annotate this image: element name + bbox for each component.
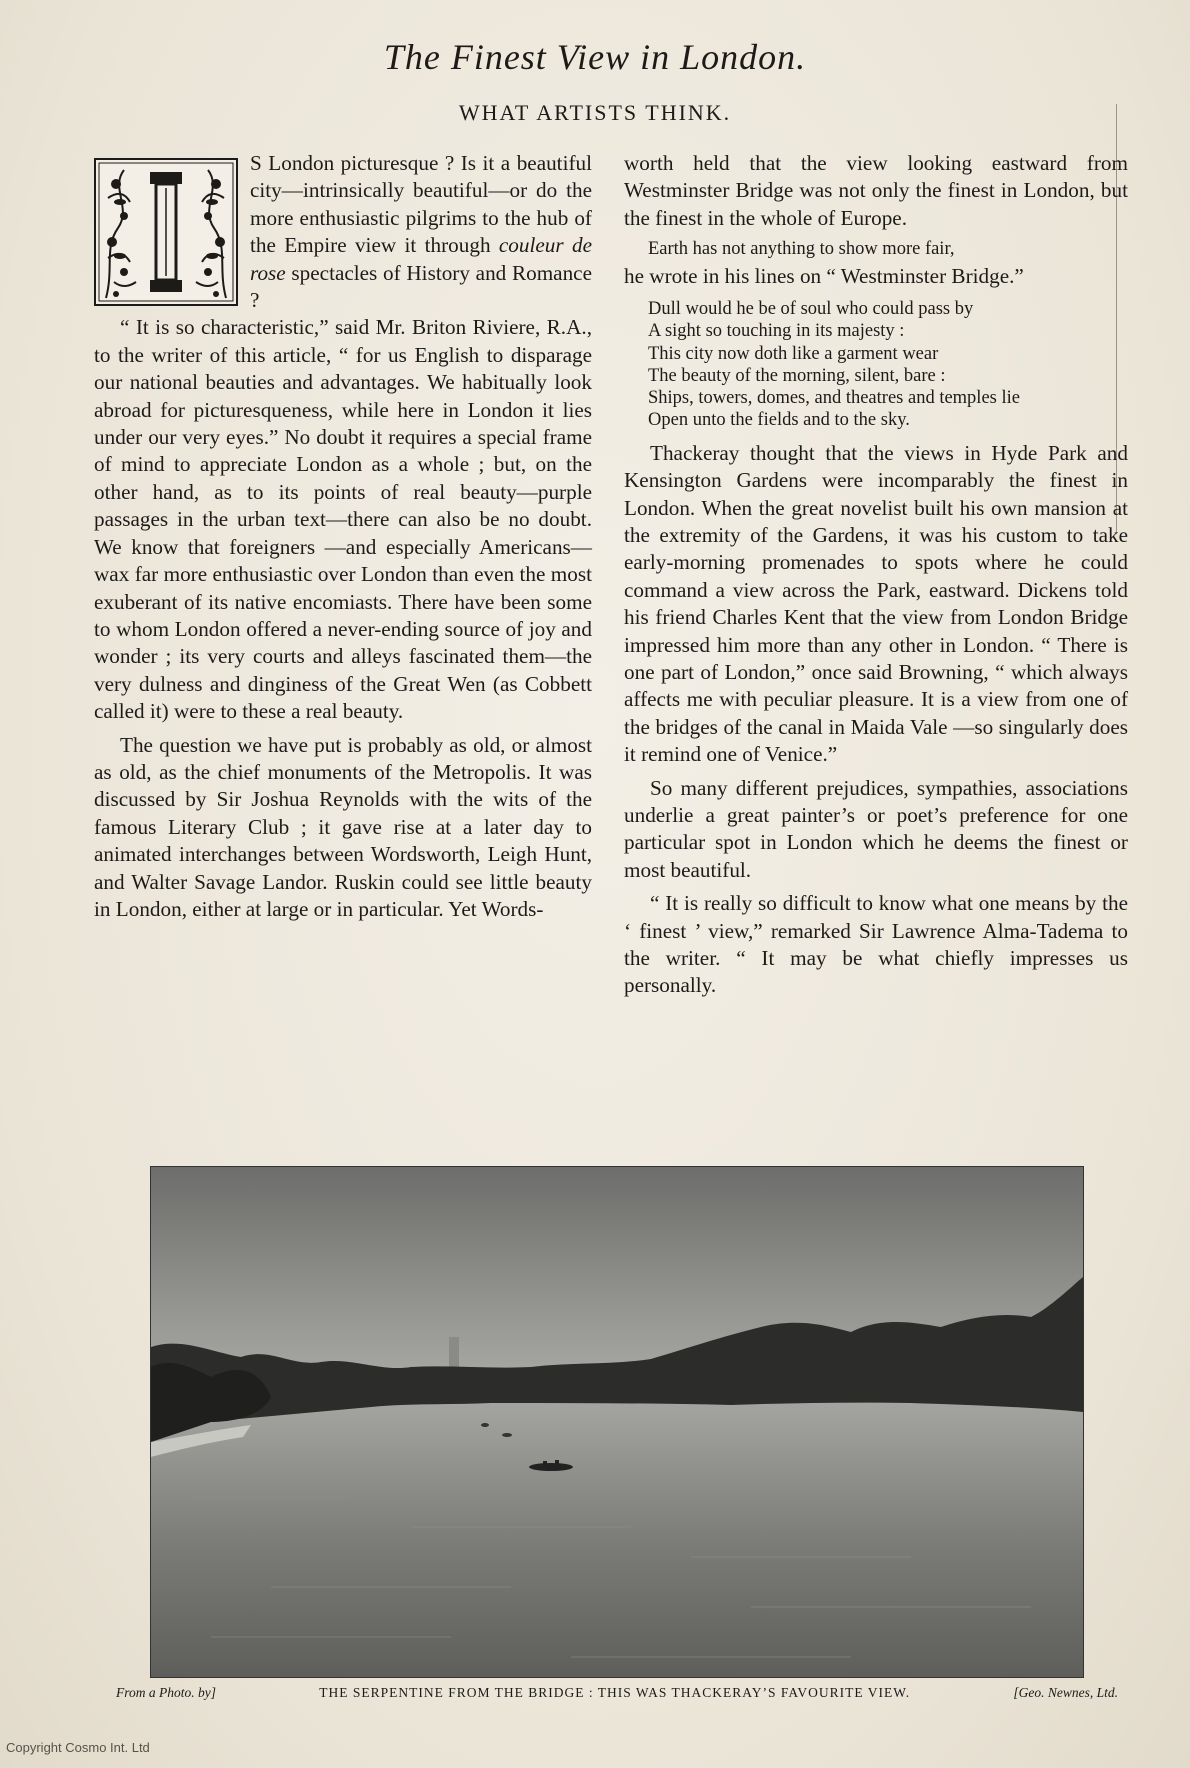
poem-block xyxy=(624,298,1128,432)
photo-caption xyxy=(116,1685,1118,1701)
paragraph-westminster: he wrote in his lines on “ Westminster Bridge.” xyxy=(624,263,1024,288)
paragraph-alma-tadema: “ It is really so difficult to know what one means by the ‘ finest ’ view,” remarked Sir Lawrence Alma-Tadema to the writer. “ It may be what chiefly impresses us personally. xyxy=(624,891,1128,998)
poem-line: Dull would he be of soul who could pass by xyxy=(648,298,974,319)
copyright-notice: Copyright Cosmo Int. Ltd xyxy=(6,1740,150,1755)
intro-text-end: spectacles of History and Romance ? xyxy=(250,260,592,313)
quote-line xyxy=(624,238,1128,260)
poem-line: The beauty of the morning, silent, bare : xyxy=(648,365,946,386)
quote-text: Earth has not anything to show more fair, xyxy=(648,239,955,260)
right-column xyxy=(624,150,1128,1000)
poem-line: This city now doth like a garment wear xyxy=(648,343,939,364)
article-subtitle: WHAT ARTISTS THINK. xyxy=(458,100,732,125)
paragraph-riviere: “ It is so characteristic,” said Mr. Briton Riviere, R.A., to the writer of this article, “ for us English to disparage our national beauties and advantages. We habitually look abroad for picturesqueness, while here in London it lies under our very eyes.” No doubt it requires a special frame of mind to appreciate London as a whole ; but, on the other hand, as to its points of real beauty—purple passages in the urban text—there can also be no doubt. We know that foreigners —and especially Americans—wax far more enthusiastic over London than even the most exuberant of its native encomiasts. There have been some to whom London offered a never-ending source of joy and wonder ; its very courts and alleys fascinated them—the very dulness and dinginess of the Great Wen (as Cobbett called it) were to these a real beauty. xyxy=(94,315,592,724)
poem-line: Open unto the fields and to the sky. xyxy=(648,410,910,431)
ornamental-dropcap xyxy=(94,158,238,306)
dropcap-ornament-icon xyxy=(94,158,238,306)
poem-line: Ships, towers, domes, and theatres and temples lie xyxy=(648,388,1020,409)
article-title: The Finest View in London. xyxy=(383,37,807,77)
caption-text: THE SERPENTINE FROM THE BRIDGE : THIS WAS THACKERAY’S FAVOURITE VIEW. xyxy=(319,1685,911,1700)
photo-credit-right: [Geo. Newnes, Ltd. xyxy=(1013,1685,1118,1700)
paragraph-question: The question we have put is probably as old, or almost as old, as the chief monuments of the Metropolis. It was discussed by Sir Joshua Reynolds with the wits of the famous Literary Club ; it gave rise at a later day to animated interchanges between Wordsworth, Leigh Hunt, and Walter Savage Landor. Ruskin could see little beauty in London, either at large or in particular. Yet Words- xyxy=(94,732,592,921)
intro-italic: couleur de rose xyxy=(250,233,592,285)
paragraph-prejudices: So many different prejudices, sympathies, associations underlie a great painter’s or poet’s preference for one particular spot in London which he deems the finest or most beautiful. xyxy=(624,775,1128,882)
paragraph-wordsworth: worth held that the view looking eastward from Westminster Bridge was not only the finest in London, but the finest in the whole of Europe. xyxy=(624,151,1128,230)
paragraph-thackeray: Thackeray thought that the views in Hyde Park and Kensington Gardens were incomparably the finest in London. When the great novelist built his own mansion at the extremity of the Gardens, it was his custom to take early-morning promenades to spots where he could command a view across the Park, eastward. Dickens told his friend Charles Kent that the view from London Bridge impressed him more than any other in London. “ There is one part of London,” once said Browning, “ which always affects me with peculiar pleasure. It is a view from one of the bridges of the canal in Maida Vale —so singularly does it remind one of Venice.” xyxy=(624,440,1128,767)
poem-line: A sight so touching in its majesty : xyxy=(648,321,905,342)
photo-credit-left: From a Photo. by] xyxy=(116,1685,216,1700)
intro-text: S London picturesque ? Is it a beautiful city—intrinsically beautiful—or do the more enthusiastic pilgrims to the hub of the Empire view it through xyxy=(250,151,592,258)
serpentine-photo xyxy=(150,1166,1084,1678)
left-column xyxy=(94,150,592,923)
